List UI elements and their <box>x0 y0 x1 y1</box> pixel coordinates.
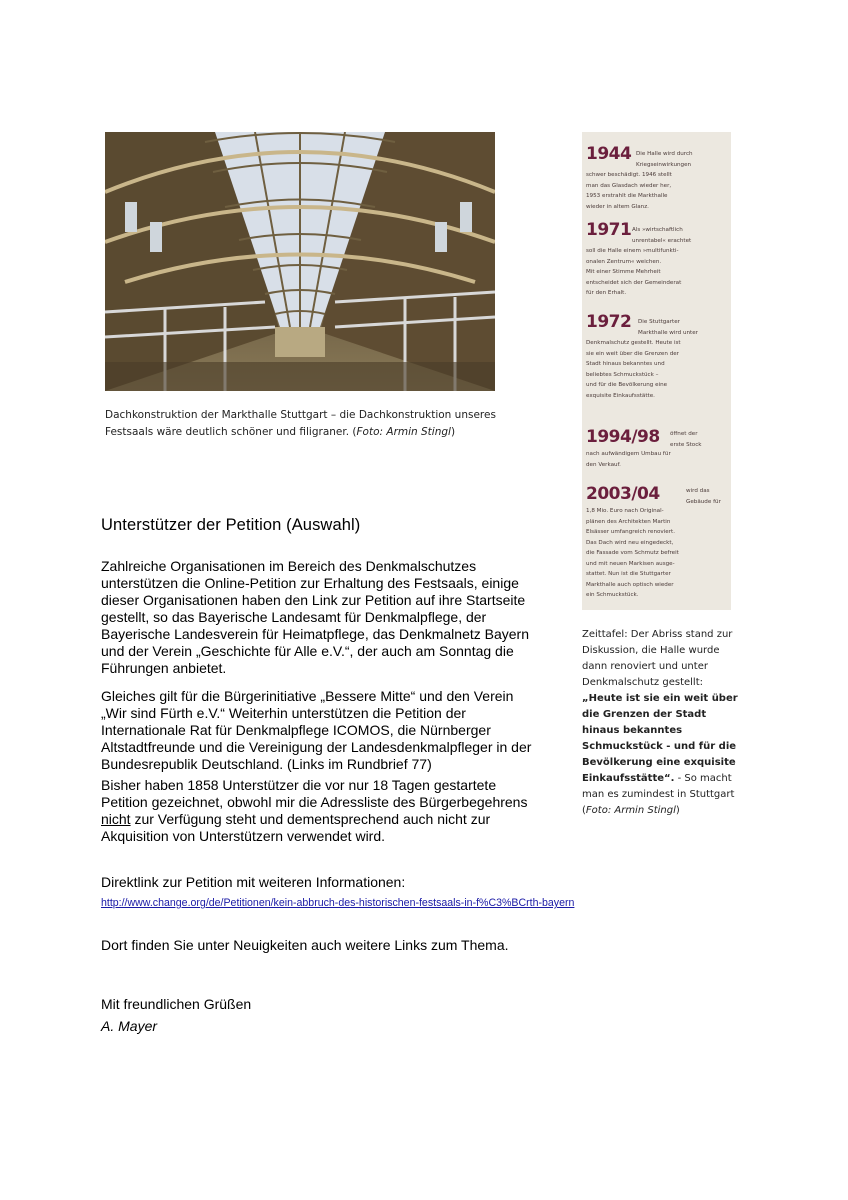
timeline-caption-after: - So macht man es zumindest in Stuttgart ( <box>582 773 735 816</box>
photo-caption-close: ) <box>450 426 456 438</box>
photo-caption <box>105 407 505 441</box>
timeline-line: man das Glasdach wieder her, <box>586 182 672 189</box>
closing-greeting: Mit freundlichen Grüßen <box>101 996 252 1012</box>
timeline-line: Stadt hinaus bekanntes und <box>586 361 665 367</box>
timeline-line: soll die Halle einem »multifunkti- <box>586 248 679 254</box>
petition-link[interactable]: http://www.change.org/de/Petitionen/kein-abbruch-des-historischen-festsaals-in-f%C3%BCrth-bayern <box>101 897 575 909</box>
timeline-line: plänen des Architekten Martin <box>586 518 671 525</box>
timeline-line: den Verkauf. <box>586 461 621 468</box>
timeline-caption-credit: Foto: Armin Stingl <box>585 805 676 816</box>
timeline-line: für den Erhalt. <box>586 290 627 296</box>
timeline-line: Markthalle wird unter <box>638 329 698 336</box>
photo-caption-text: Dachkonstruktion der Markthalle Stuttgart – die Dachkonstruktion unseres Festsaals wäre deutlich schöner und filigraner. ( <box>105 409 496 438</box>
timeline-line: Denkmalschutz gestellt. Heute ist <box>586 340 681 346</box>
market-hall-roof-photo <box>105 132 495 391</box>
timeline-line: 1,8 Mio. Euro nach Original- <box>586 508 664 514</box>
timeline-line: Kriegseinwirkungen <box>636 161 692 168</box>
timeline-caption-quote: „Heute ist sie ein weit über die Grenzen der Stadt hinaus bekanntes Schmuckstück - und für die Bevölkerung eine exquisite Einkaufsstätte“. <box>582 693 738 784</box>
timeline-entry-1944 <box>586 144 729 208</box>
roof-photo-illustration <box>105 132 495 391</box>
timeline-line: wieder in altem Glanz. <box>586 203 649 210</box>
timeline-line: nach aufwändigem Umbau für <box>586 451 671 457</box>
timeline-entry-1972 <box>586 312 729 408</box>
timeline-line: entscheidet sich der Gemeinderat <box>586 279 682 286</box>
timeline-year: 1971 <box>586 220 632 240</box>
timeline-line: Die Halle wird durch <box>636 151 693 157</box>
timeline-line: und mit neuen Markisen ausge- <box>586 560 675 567</box>
timeline-line: onalen Zentrum« weichen. <box>586 258 662 265</box>
timeline-line: Mit einer Stimme Mehrheit <box>586 269 661 275</box>
timeline-year: 2003/04 <box>586 484 660 504</box>
timeline-line: wird das <box>686 488 710 494</box>
timeline-line: Als »wirtschaftlich <box>632 227 683 233</box>
timeline-line: erste Stock <box>670 441 702 448</box>
timeline-line: unrentabel« erachtet <box>632 237 692 244</box>
timeline-line: Markthalle auch optisch wieder <box>586 581 674 588</box>
timeline-line: Gebäude für <box>686 498 721 505</box>
paragraph-supporters <box>101 777 541 845</box>
timeline-caption-intro: Zeittafel: Der Abriss stand zur Diskussion, die Halle wurde dann renoviert und unter Denkmalschutz gestellt: <box>582 629 733 688</box>
supporters-text-start: Bisher haben 1858 Unterstützer die vor nur 18 Tagen gestartete Petition gezeichnet, obwohl mir die Adressliste des Bürgerbegehrens <box>101 777 528 810</box>
author-name: A. Mayer <box>101 1018 158 1034</box>
timeline-board <box>582 132 731 610</box>
paragraph-initiatives: Gleiches gilt für die Bürgerinitiative „Bessere Mitte“ und den Verein „Wir sind Fürth e.V.“ Weiterhin unterstützen die Petition der Internationale Rat für Denkmalpflege ICOMOS, die Nürnberger Altstadtfreunde und die Vereinigung der Landesdenkmalpfleger in der Bundesrepublik Deutschland. (Links im Rundbrief 77) <box>101 688 532 772</box>
timeline-entry-2003-04 <box>586 484 729 608</box>
timeline-year: 1994/98 <box>586 427 660 447</box>
timeline-line: exquisite Einkaufsstätte. <box>586 392 655 399</box>
timeline-caption-close: ) <box>675 805 680 816</box>
timeline-caption <box>582 627 742 819</box>
supporters-text-end: zur Verfügung steht und dementsprechend auch nicht zur Akquisition von Unterstützern verwendet wird. <box>101 811 491 844</box>
timeline-line: und für die Bevölkerung eine <box>586 382 668 388</box>
timeline-year: 1972 <box>586 312 632 332</box>
paragraph-organisations: Zahlreiche Organisationen im Bereich des Denkmalschutzes unterstützen die Online-Petition zur Erhaltung des Festsaals, einige dieser Organisationen haben den Link zur Petition auf ihre Startseite gestellt, so das Bayerische Landesamt für Denkmalpflege, der Bayerische Landesverein für Heimatpflege, das Denkmalnetz Bayern und der Verein „Geschichte für Alle e.V.“, der auch am Sonntag die Führungen anbietet. <box>101 558 530 676</box>
timeline-line: beliebtes Schmuckstück – <box>586 371 659 378</box>
photo-caption-credit: Foto: Armin Stingl <box>356 426 451 438</box>
timeline-line: öffnet der <box>670 431 698 437</box>
timeline-entry-1971 <box>586 220 729 306</box>
more-links-note: Dort finden Sie unter Neuigkeiten auch weitere Links zum Thema. <box>101 937 509 953</box>
timeline-line: Elsässer umfangreich renoviert. <box>586 529 675 535</box>
timeline-line: die Fassade vom Schmutz befreit <box>586 550 679 556</box>
timeline-line: stattet. Nun ist die Stuttgarter <box>586 571 671 577</box>
timeline-line: Die Stuttgarter <box>638 319 680 325</box>
timeline-line: Das Dach wird neu eingedeckt, <box>586 539 674 546</box>
timeline-line: schwer beschädigt. 1946 stellt <box>586 172 672 178</box>
timeline-line: 1953 erstrahlt die Markthalle <box>586 193 668 199</box>
timeline-line: sie ein weit über die Grenzen der <box>586 350 679 357</box>
timeline-entry-1994-98 <box>586 427 729 477</box>
direct-link-label: Direktlink zur Petition mit weiteren Informationen: <box>101 874 406 890</box>
timeline-line: ein Schmuckstück. <box>586 592 639 598</box>
supporters-emphasis: nicht <box>101 811 131 827</box>
section-heading: Unterstützer der Petition (Auswahl) <box>101 516 361 534</box>
timeline-year: 1944 <box>586 144 632 164</box>
